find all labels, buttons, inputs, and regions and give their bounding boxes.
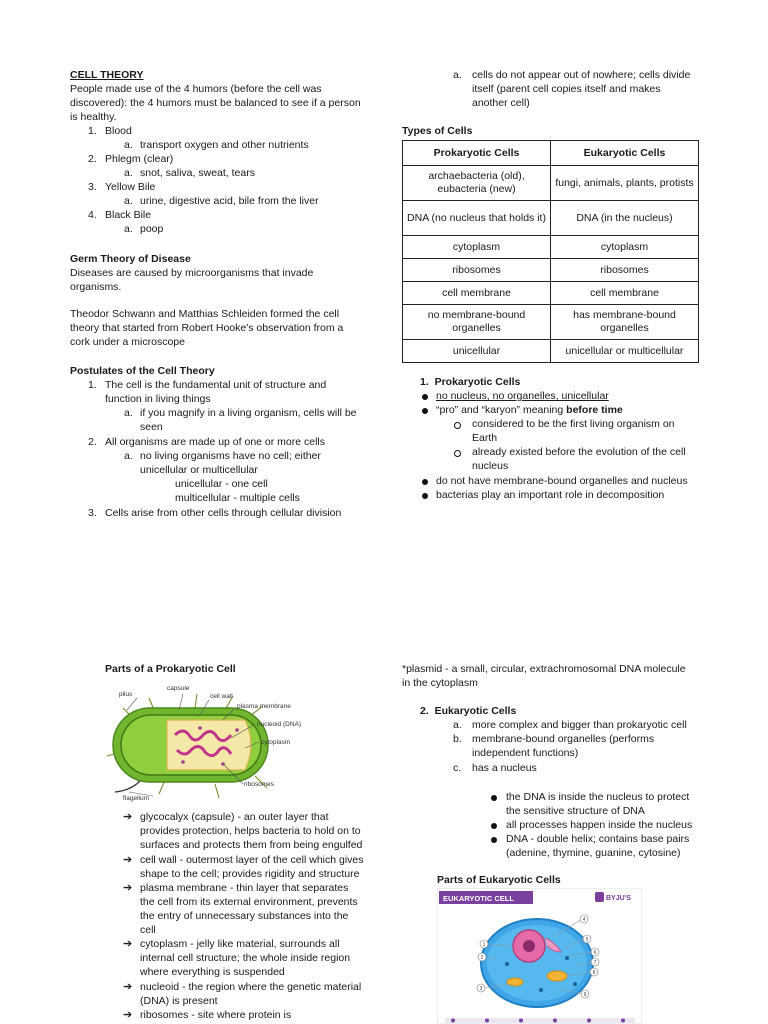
prokaryotic-heading: 1. Prokaryotic Cells <box>420 376 521 388</box>
table-cell: ribosomes <box>403 259 551 282</box>
humor-detail: urine, digestive acid, bile from the liver <box>140 195 319 207</box>
humor-detail: poop <box>140 223 164 235</box>
postulate-text: function in living things <box>105 393 211 405</box>
text-line: Theodor Schwann and Matthias Schleiden formed the cell <box>70 308 340 320</box>
table-cell: DNA (no nucleus that holds it) <box>403 201 551 236</box>
intro-paragraph <box>70 82 390 124</box>
text-line: plasma membrane - thin layer that separates <box>140 882 349 894</box>
prokaryotic-bullet: do not have membrane-bound organelles and nucleus <box>436 475 688 487</box>
sub-letter: a. <box>453 719 462 731</box>
arrow-icon: ➔ <box>123 938 133 950</box>
germ-theory-text <box>70 266 390 294</box>
label-capsule: capsule <box>167 685 190 692</box>
humor-num: 3. <box>88 181 97 193</box>
table-header: Eukaryotic Cells <box>551 141 699 166</box>
humor-name: Yellow Bile <box>105 181 156 193</box>
table-header: Prokaryotic Cells <box>403 141 551 166</box>
part-item <box>140 937 380 979</box>
text-line: nucleoid - the region where the genetic material <box>140 981 362 993</box>
bullet-icon <box>422 394 428 400</box>
mitochondrion-shape <box>547 971 567 981</box>
svg-text:7: 7 <box>593 960 597 966</box>
text-line: cell wall - outermost layer of the cell which gives <box>140 854 364 866</box>
arrow-icon: ➔ <box>123 981 133 993</box>
germ-theory-heading: Germ Theory of Disease <box>70 253 191 265</box>
intro-line: discovered): the 4 humors must be balanced to see if a person <box>70 97 361 109</box>
postulate-num: 3. <box>88 507 97 519</box>
label-plasma-membrane: plasma membrane <box>237 703 291 710</box>
text-line: cytoplasm - jelly like material, surrounds all <box>140 938 340 950</box>
postulates-heading: Postulates of the Cell Theory <box>70 365 215 377</box>
prokaryotic-bullet: bacterias play an important role in decomposition <box>436 489 665 501</box>
postulate-sub: if you magnify in a living organism, cells will be <box>140 407 357 419</box>
text-line: cells do not appear out of nowhere; cells divide <box>472 69 691 81</box>
humor-num: 2. <box>88 153 97 165</box>
hollow-bullet-icon <box>454 422 461 429</box>
nucleus-bullet: all processes happen inside the nucleus <box>506 819 693 831</box>
bullet-icon <box>491 823 497 829</box>
postulate-sub: seen <box>140 421 163 433</box>
sub-letter: c. <box>453 762 462 774</box>
bullet-icon <box>422 479 428 485</box>
humor-num: 4. <box>88 209 97 221</box>
label-pilus: pilus <box>119 691 133 698</box>
part-item <box>140 1008 380 1022</box>
nucleus-bullet: the DNA is inside the nucleus to protect <box>506 791 690 803</box>
table-cell: has membrane-bound organelles <box>551 305 699 340</box>
svg-text:2: 2 <box>480 955 484 961</box>
text-line: surfaces and protects them from being engulfed <box>140 839 363 851</box>
sub-letter: a. <box>124 139 133 151</box>
eukaryotic-parts-heading: Parts of Eukaryotic Cells <box>437 874 561 886</box>
nucleus-bullet: DNA - double helix; contains base pairs <box>506 833 690 845</box>
bullet-icon <box>422 408 428 414</box>
table-cell: DNA (in the nucleus) <box>551 201 699 236</box>
table-row <box>403 201 699 236</box>
svg-text:5: 5 <box>585 937 589 943</box>
eukaryotic-heading: 2. Eukaryotic Cells <box>420 705 517 717</box>
postulate-sub: unicellular or multicellular <box>140 464 258 476</box>
humor-num: 1. <box>88 125 97 137</box>
table-row <box>403 305 699 340</box>
text-line: glycocalyx (capsule) - an outer layer that <box>140 811 329 823</box>
byjus-logo-mark <box>595 892 604 902</box>
svg-text:3: 3 <box>479 986 483 992</box>
arrow-icon: ➔ <box>123 882 133 894</box>
text-line: ribosomes - site where protein is <box>140 1009 292 1021</box>
intro-line: People made use of the 4 humors (before the cell was <box>70 83 322 95</box>
table-cell: cell membrane <box>551 282 699 305</box>
text-line: shape to the cell; provides rigidity and structure <box>140 868 360 880</box>
eukaryotic-cell-diagram <box>437 888 642 1024</box>
table-row <box>403 259 699 282</box>
bullet-icon <box>491 837 497 843</box>
prokaryotic-sub: considered to be the first living organism on <box>472 418 675 430</box>
sub-letter: a. <box>124 195 133 207</box>
figure-title: EUKARYOTIC CELL <box>443 894 514 903</box>
svg-text:4: 4 <box>582 917 586 923</box>
humor-name: Phlegm (clear) <box>105 153 174 165</box>
part-item <box>140 980 380 1008</box>
svg-text:6: 6 <box>593 950 597 956</box>
schwann-paragraph <box>70 307 390 349</box>
postulate-text: Cells arise from other cells through cellular division <box>105 507 342 519</box>
bullet-text: “pro” and “karyon” meaning <box>436 404 567 416</box>
table-cell: cell membrane <box>403 282 551 305</box>
arrow-icon: ➔ <box>123 854 133 866</box>
prokaryotic-cell-diagram <box>105 680 335 805</box>
byjus-logo: BYJU'S <box>606 895 632 902</box>
arrow-icon: ➔ <box>123 811 133 823</box>
multicellular-def: multicellular - multiple cells <box>175 492 300 504</box>
table-row <box>403 166 699 201</box>
unicellular-def: unicellular - one cell <box>175 478 268 490</box>
text-line: theory that started from Robert Hooke's observation from a <box>70 322 344 334</box>
prokaryotic-bullet: no nucleus, no organelles, unicellular <box>436 390 609 402</box>
cytoplasm-shape <box>167 720 251 770</box>
text-line: provides protection, helps bacteria to hold on to <box>140 825 361 837</box>
text-line: itself (parent cell copies itself and makes <box>472 83 661 95</box>
humor-name: Blood <box>105 125 132 137</box>
text-line: another cell) <box>472 97 530 109</box>
text-line: organisms. <box>70 281 122 293</box>
sub-letter: a. <box>124 450 133 462</box>
sub-letter: b. <box>453 733 462 745</box>
eukaryotic-point: more complex and bigger than prokaryotic cell <box>472 719 687 731</box>
sub-letter: a. <box>124 407 133 419</box>
label-cell-wall: cell wall <box>210 693 233 700</box>
nucleolus-shape <box>523 940 535 952</box>
text-line: (DNA) is present <box>140 995 218 1007</box>
text-line: the cell from its external environment, prevents <box>140 896 358 908</box>
table-cell: fungi, animals, plants, protists <box>551 166 699 201</box>
sub-letter: a. <box>124 223 133 235</box>
prokaryotic-sub: nucleus <box>472 460 509 472</box>
intro-line: is healthy. <box>70 111 117 123</box>
part-item <box>140 853 380 881</box>
prokaryotic-sub: Earth <box>472 432 498 444</box>
sub-letter: a. <box>453 69 462 81</box>
humor-name: Black Bile <box>105 209 152 221</box>
text-line: where everything is suspended <box>140 966 285 978</box>
postulate-sub: no living organisms have no cell; either <box>140 450 321 462</box>
part-item <box>140 881 380 937</box>
text-line: *plasmid - a small, circular, extrachromosomal DNA molecule <box>402 663 686 675</box>
table-row <box>403 236 699 259</box>
postulate-text: The cell is the fundamental unit of structure and <box>105 379 327 391</box>
nucleus-bullet: (adenine, thymine, guanine, cytosine) <box>506 847 681 859</box>
table-cell: no membrane-bound organelles <box>403 305 551 340</box>
text-line: the entry of unnecessary substances into the <box>140 910 349 922</box>
postulate-num: 2. <box>88 436 97 448</box>
table-cell: ribosomes <box>551 259 699 282</box>
bullet-icon <box>491 795 497 801</box>
text-line: in the cytoplasm <box>402 677 478 689</box>
nucleus-bullet: the sensitive structure of DNA <box>506 805 645 817</box>
eukaryotic-point: independent functions) <box>472 747 579 759</box>
table-cell: unicellular or multicellular <box>551 340 699 363</box>
text-line: Diseases are caused by microorganisms that invade <box>70 267 314 279</box>
label-cytoplasm: cytoplasm <box>261 739 291 746</box>
table-cell: archaebacteria (old), eubacteria (new) <box>403 166 551 201</box>
text-line: cork under a microscope <box>70 336 185 348</box>
svg-text:8: 8 <box>592 970 596 976</box>
eukaryotic-point: membrane-bound organelles (performs <box>472 733 655 745</box>
table-row <box>403 340 699 363</box>
part-item <box>140 810 380 852</box>
arrow-icon: ➔ <box>123 1009 133 1021</box>
svg-text:9: 9 <box>583 992 587 998</box>
table-cell: unicellular <box>403 340 551 363</box>
table-cell: cytoplasm <box>403 236 551 259</box>
types-of-cells-heading: Types of Cells <box>402 125 473 137</box>
hollow-bullet-icon <box>454 450 461 457</box>
prokaryotic-sub: already existed before the evolution of the cell <box>472 446 686 458</box>
table-row <box>403 282 699 305</box>
cell-theory-title: CELL THEORY <box>70 69 144 81</box>
prokaryotic-parts-heading: Parts of a Prokaryotic Cell <box>105 663 236 675</box>
postulate-text: All organisms are made up of one or more cells <box>105 436 326 448</box>
humor-detail: transport oxygen and other nutrients <box>140 139 309 151</box>
eukaryotic-point: has a nucleus <box>472 762 537 774</box>
label-ribosomes: ribosomes <box>244 781 274 788</box>
postulate-num: 1. <box>88 379 97 391</box>
table-header-row <box>403 141 699 166</box>
sub-letter: a. <box>124 167 133 179</box>
legend-strip <box>445 1018 635 1023</box>
label-nucleoid: nucleoid (DNA) <box>257 721 302 728</box>
table-cell: cytoplasm <box>551 236 699 259</box>
text-line: internal cell structure; the whole inside region <box>140 952 351 964</box>
label-flagellum: flagellum <box>123 795 150 802</box>
plasmid-note <box>402 662 722 690</box>
continuation-text <box>472 68 732 110</box>
bullet-icon <box>422 493 428 499</box>
text-line: cell <box>140 924 156 936</box>
cell-types-table <box>402 140 699 363</box>
prokaryotic-bullet <box>436 403 623 417</box>
svg-text:1: 1 <box>482 942 486 948</box>
humor-detail: snot, saliva, sweat, tears <box>140 167 255 179</box>
bullet-bold-text: before time <box>566 404 623 416</box>
